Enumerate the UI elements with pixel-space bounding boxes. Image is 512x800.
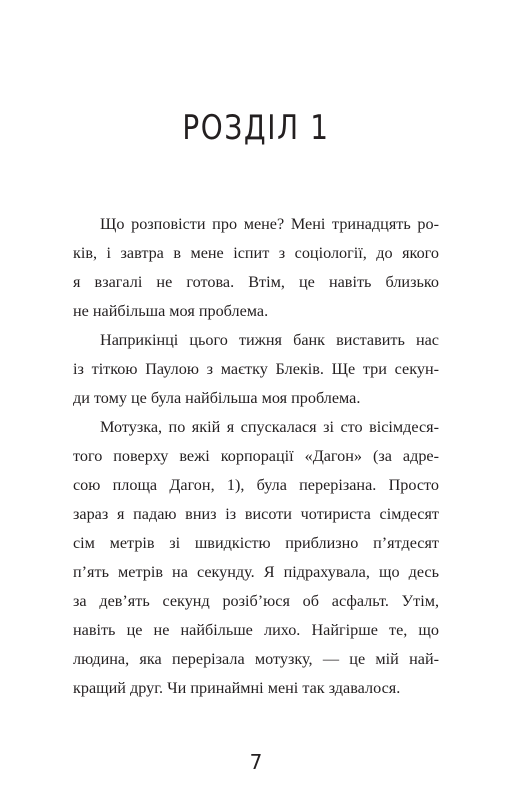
text-line: ків, і завтра в мене іспит з соціології, до якого: [73, 244, 439, 262]
text-line: зараз я падаю вниз із висоти чотириста сімдесят: [73, 505, 439, 523]
page-number: 7: [249, 750, 263, 774]
paragraph-1: [73, 210, 439, 326]
text-line: Що розповісти про мене? Мені тринадцять ро-: [100, 215, 439, 233]
text-line: Наприкінці цього тижня банк виставить нас: [100, 331, 439, 349]
body-text: [73, 210, 439, 703]
text-line: із тіткою Паулою з маєтку Блеків. Ще три секун-: [73, 360, 439, 378]
paragraph-3: [73, 413, 439, 703]
text-line: кращий друг. Чи принаймні мені так здавалося.: [73, 679, 401, 697]
text-line: того поверху вежі корпорації «Дагон» (за адре-: [73, 447, 439, 465]
text-line: не найбільша моя проблема.: [73, 302, 269, 320]
text-line: людина, яка перерізала мотузку, — це мій най-: [73, 650, 439, 668]
chapter-title: РОЗДІЛ 1: [182, 108, 330, 148]
text-line: ди тому це була найбільша моя проблема.: [73, 389, 361, 407]
text-line: сою площа Дагон, 1), була перерізана. Просто: [73, 476, 439, 494]
text-line: навіть це не найбільше лихо. Найгірше те, що: [73, 621, 439, 639]
text-line: сім метрів зі швидкістю приблизно п’ятдесят: [73, 534, 439, 552]
text-line: Мотузка, по якій я спускалася зі сто вісімдеся-: [100, 418, 439, 436]
text-line: п’ять метрів на секунду. Я підрахувала, що десь: [73, 563, 439, 581]
paragraph-2: [73, 326, 439, 413]
text-line: я взагалі не готова. Втім, це навіть близько: [73, 273, 439, 291]
text-line: за дев’ять секунд розіб’юся об асфальт. Утім,: [73, 592, 439, 610]
